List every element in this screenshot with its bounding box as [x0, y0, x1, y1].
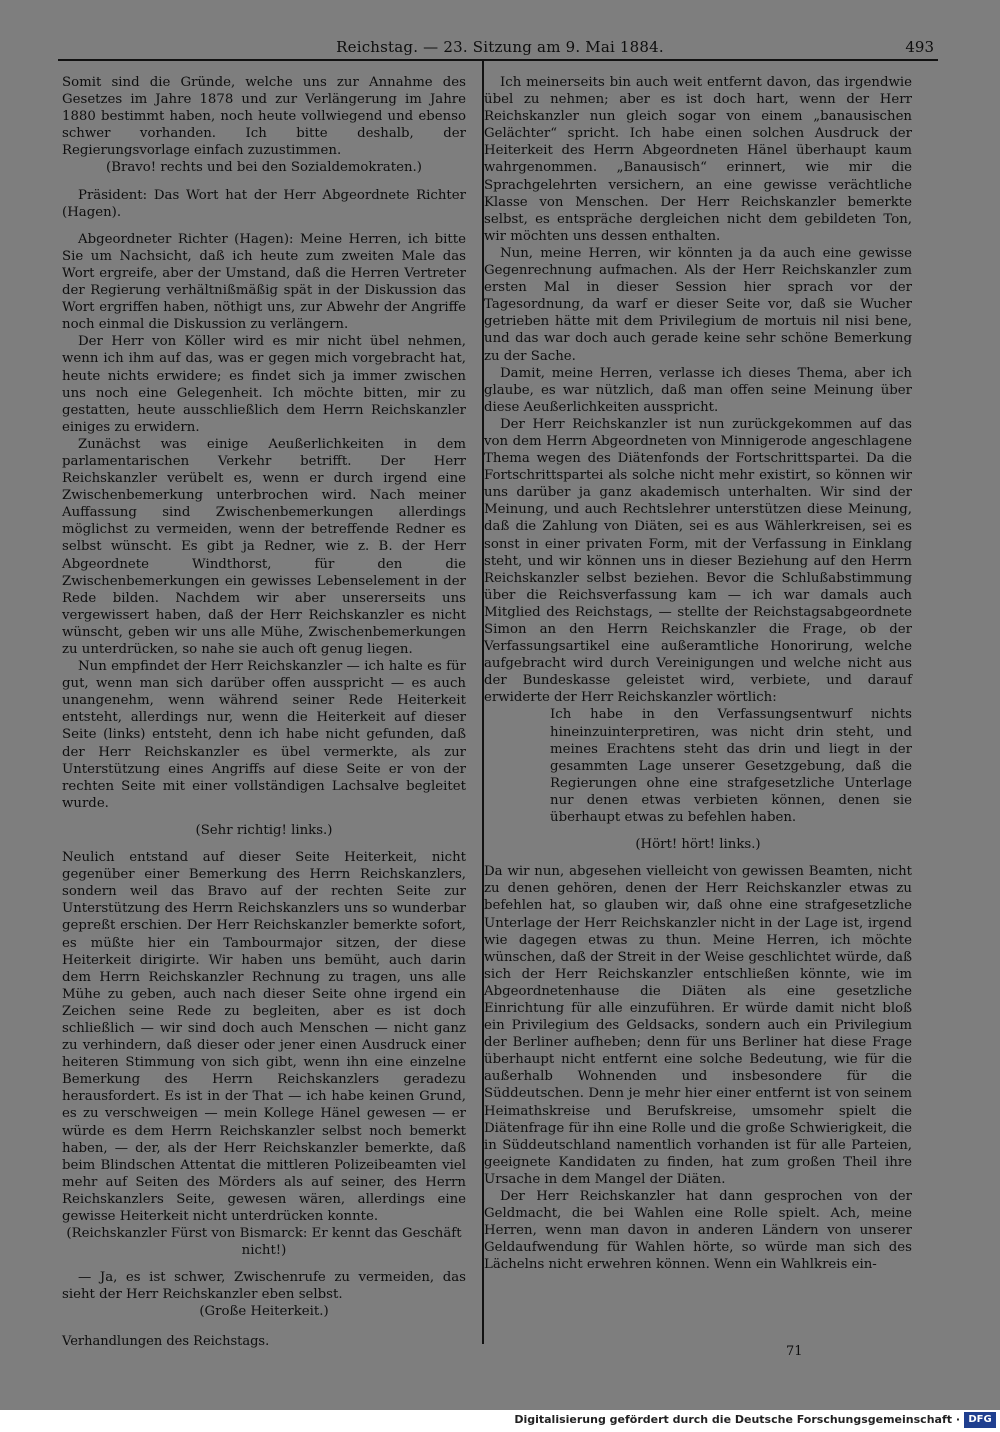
paragraph: Präsident: Das Wort hat der Herr Abgeordnete Richter (Hagen). — [62, 187, 466, 220]
paragraph: Der Herr Reichskanzler ist nun zurückgekommen auf das von dem Herrn Abgeordneten von Minnigerode angeschlagene Thema wegen des Diätenfonds der Fortschrittspartei. Da die Fortschrittspartei als solche nicht mehr existirt, so können wir uns darüber ja ganz akademisch unterhalten. Wir sind der Meinung, und auch Rechtslehrer unterstützen diese Meinung, daß die Zahlung von Diäten, sei es aus Wählerkreisen, sei es sonst in einer privaten Form, mit der Verfassung in Einklang steht, und wir können uns in dieser Beziehung auf den Herrn Reichskanzler selbst beziehen. Bevor die Schlußabstimmung über die Reichsverfassung kam — ich war damals auch Mitglied des Reichstags, — stellte der Reichstagsabgeordnete Simon an den Herrn Reichskanzler die Frage, ob der Verfassungsartikel eine außeramtliche Honorirung, welche aufgebracht wird durch Vereinigungen und welche nicht aus der Bundeskasse geleistet wird, verbiete, und darauf erwiderte der Herr Reichskanzler wörtlich: — [484, 416, 912, 706]
interjection: (Hört! hört! links.) — [635, 837, 761, 853]
interjection: (Reichskanzler Fürst von Bismarck: Er kennt das Geschäft nicht!) — [66, 1226, 462, 1259]
paragraph: Der Herr von Köller wird es mir nicht übel nehmen, wenn ich ihm auf das, was er gegen mich vorgebracht hat, heute nichts erwidere; es findet sich ja immer zwischen uns noch eine Gelegenheit. Ich möchte bitten, mir zu gestatten, heute ausschließlich dem Herrn Reichskanzler einiges zu erwidern. — [62, 334, 466, 435]
running-header: Reichstag. — 23. Sitzung am 9. Mai 1884. — [336, 38, 664, 56]
paragraph: Ich meinerseits bin auch weit entfernt davon, das irgendwie übel zu nehmen; aber es ist doch hart, wenn der Herr Reichskanzler nun gleich sogar von einem „banausischen Gelächter“ spricht. Ich habe einen solchen Ausdruck der Heiterkeit des Herrn Abgeordneten Hänel überhaupt kaum wahrgenommen. „Banausisch“ erinnert, wie mir die Sprachgelehrten versichern, an eine gewisse verächtliche Klasse von Menschen. Der Herr Reichskanzler bemerkte selbst, es entspräche dergleichen nicht dem gebildeten Ton, wir möchten uns dessen enthalten. — [484, 75, 912, 244]
header-rule — [58, 59, 938, 61]
paragraph: Damit, meine Herren, verlasse ich dieses Thema, aber ich glaube, es war nützlich, daß man offen seine Meinung über diese Aeußerlichkeiten ausspricht. — [484, 365, 912, 415]
funding-banner — [0, 1410, 1000, 1432]
interjection: (Bravo! rechts und bei den Sozialdemokraten.) — [106, 160, 422, 176]
paragraph: Der Herr Reichskanzler hat dann gesprochen von der Geldmacht, die bei Wahlen eine Rolle spielt. Ach, meine Herren, wenn man davon in anderen Ländern von unserer Geldaufwendung für Wahlen hörte, so würde man sich des Lächelns nicht erwehren können. Wenn ein Wahlkreis ein- — [484, 1189, 912, 1273]
left-column — [62, 74, 466, 1321]
funding-text: Digitalisierung gefördert durch die Deutsche Forschungsgemeinschaft · — [514, 1413, 960, 1426]
paragraph: Neulich entstand auf dieser Seite Heiterkeit, nicht gegenüber einer Bemerkung des Herrn Reichskanzlers, sondern weil das Bravo auf der rechten Seite zur Unterstützung des Herrn Reichskanzlers uns so wunderbar gepreßt erschien. Der Herr Reichskanzler bemerkte sofort, es müßte hier ein Tambourmajor sitzen, der diese Heiterkeit dirigirte. Wir haben uns bemüht, auch darin dem Herrn Reichskanzler Rechnung zu tragen, uns alle Mühe zu geben, auch nach dieser Seite ohne irgend ein Zeichen seine Rede zu begleiten, aber es ist doch schließlich — wir sind doch auch Menschen — nicht ganz zu verhindern, daß dieser oder jener einen Ausdruck einer heiteren Stimmung von sich gibt, wenn ihn eine einzelne Bemerkung des Herrn Reichskanzlers geradezu herausfordert. Es ist in der That — ich habe keinen Grund, es zu verschweigen — mein Kollege Hänel gewesen — er würde es dem Herrn Reichskanzler selbst noch bemerkt haben, — der, als der Herr Reichskanzler bemerkte, daß beim Blindschen Attentat die mittleren Polizeibeamten viel mehr auf Seiten des Mörders als auf seiner, des Herrn Reichskanzlers Seite, gewesen wären, allerdings eine gewisse Heiterkeit nicht unterdrücken konnte. — [62, 850, 466, 1224]
paragraph: Nun, meine Herren, wir könnten ja da auch eine gewisse Gegenrechnung aufmachen. Als der Herr Reichskanzler zum ersten Mal in dieser Session hier sprach vor der Tagesordnung, da warf er dieser Seite vor, daß sie Wucher getrieben hätte mit dem Privilegium de mortuis nil nisi bene, und das war doch auch gerade keine sehr schöne Bemerkung zu der Sache. — [484, 245, 912, 364]
paragraph: Abgeordneter Richter (Hagen): Meine Herren, ich bitte Sie um Nachsicht, daß ich heute zum zweiten Male das Wort ergreife, aber der Umstand, daß die Herren Vertreter der Regierung verhältnißmäßig spät in der Diskussion das Wort ergriffen haben, nöthigt uns, zur Abwehr der Angriffe noch einmal die Diskussion zu verlängern. — [62, 231, 466, 333]
page-number: 493 — [905, 38, 934, 56]
paragraph: Nun empfindet der Herr Reichskanzler — ich halte es für gut, wenn man sich darüber offen ausspricht — es auch unangenehm, wenn während seiner Rede Heiterkeit entsteht, allerdings nur, wenn die Heiterkeit auf dieser Seite (links) entsteht, denn ich habe nicht gefunden, daß der Herr Reichskanzler es übel vermerkte, als zur Unterstützung eines Angriffs auf diese Seite er von der rechten Seite mit einer vollständigen Lachsalve begleitet wurde. — [62, 659, 466, 811]
dfg-logo-icon: DFG — [964, 1412, 996, 1428]
paragraph: Somit sind die Gründe, welche uns zur Annahme des Gesetzes im Jahre 1878 und zur Verlängerung im Jahre 1880 bestimmt haben, noch heute vollwiegend und ebenso schwer vorhanden. Ich bitte deshalb, der Regierungsvorlage einfach zuzustimmen. — [62, 75, 466, 159]
right-column — [484, 74, 912, 1273]
paragraph: Zunächst was einige Aeußerlichkeiten in dem parlamentarischen Verkehr betrifft. Der Herr Reichskanzler verübelt es, wenn er durch irgend eine Zwischenbemerkung unterbrochen wird. Nach meiner Auffassung sind Zwischenbemerkungen allerdings möglichst zu vermeiden, wenn der betreffende Redner es selbst wünscht. Es gibt ja Redner, wie z. B. der Herr Abgeordnete Windthorst, für den die Zwischenbemerkungen ein gewisses Lebenselement in der Rede bilden. Nachdem wir aber unsererseits uns vergewissert haben, daß der Herr Reichskanzler es nicht wünscht, geben wir uns alle Mühe, Zwischenbemerkungen zu unterdrücken, so nahe sie auch oft genug liegen. — [62, 436, 466, 657]
signature-mark: 71 — [786, 1344, 803, 1359]
paragraph: Da wir nun, abgesehen vielleicht von gewissen Beamten, nicht zu denen gehören, denen der Herr Reichskanzler etwas zu befehlen hat, so glauben wir, daß ohne eine strafgesetzliche Unterlage der Herr Reichskanzler nicht in der Lage ist, irgend wie dagegen etwas zu thun. Meine Herren, ich möchte wünschen, daß der Streit in der Weise geschlichtet würde, daß sich der Herr Reichskanzler entschließen könnte, wie im Abgeordnetenhause die Diäten als eine gesetzliche Einrichtung für alle einzuführen. Er würde damit nicht bloß ein Privilegium des Geldsacks, sondern auch ein Privilegium der Berliner aufheben; denn für uns Berliner hat diese Frage überhaupt nicht entfernt eine solche Bedeutung, wie für die außerhalb Wohnenden und insbesondere für die Süddeutschen. Denn je mehr hier einer entfernt ist von seinem Heimathskreise und Berufskreise, umsomehr spielt die Diätenfrage für ihn eine Rolle und die große Schwierigkeit, die in Süddeutschland namentlich vorhanden ist für alle Parteien, geeignete Kandidaten zu finden, hat zum großen Theil ihre Ursache in dem Mangel der Diäten. — [484, 864, 912, 1187]
block-quote: Ich habe in den Verfassungsentwurf nichts hineinzuinterpretiren, was nicht drin steht, und meines Erachtens steht das drin und liegt in der gesammten Lage unserer Gesetzgebung, daß die Regierungen ohne eine strafgesetzliche Unterlage nur denen etwas verbieten können, denen sie überhaupt etwas zu befehlen haben. — [550, 707, 912, 826]
footer-title: Verhandlungen des Reichstags. — [62, 1334, 270, 1349]
paragraph: — Ja, es ist schwer, Zwischenrufe zu vermeiden, das sieht der Herr Reichskanzler eben selbst. — [62, 1270, 466, 1303]
interjection: (Große Heiterkeit.) — [199, 1304, 329, 1320]
interjection: (Sehr richtig! links.) — [195, 822, 333, 838]
